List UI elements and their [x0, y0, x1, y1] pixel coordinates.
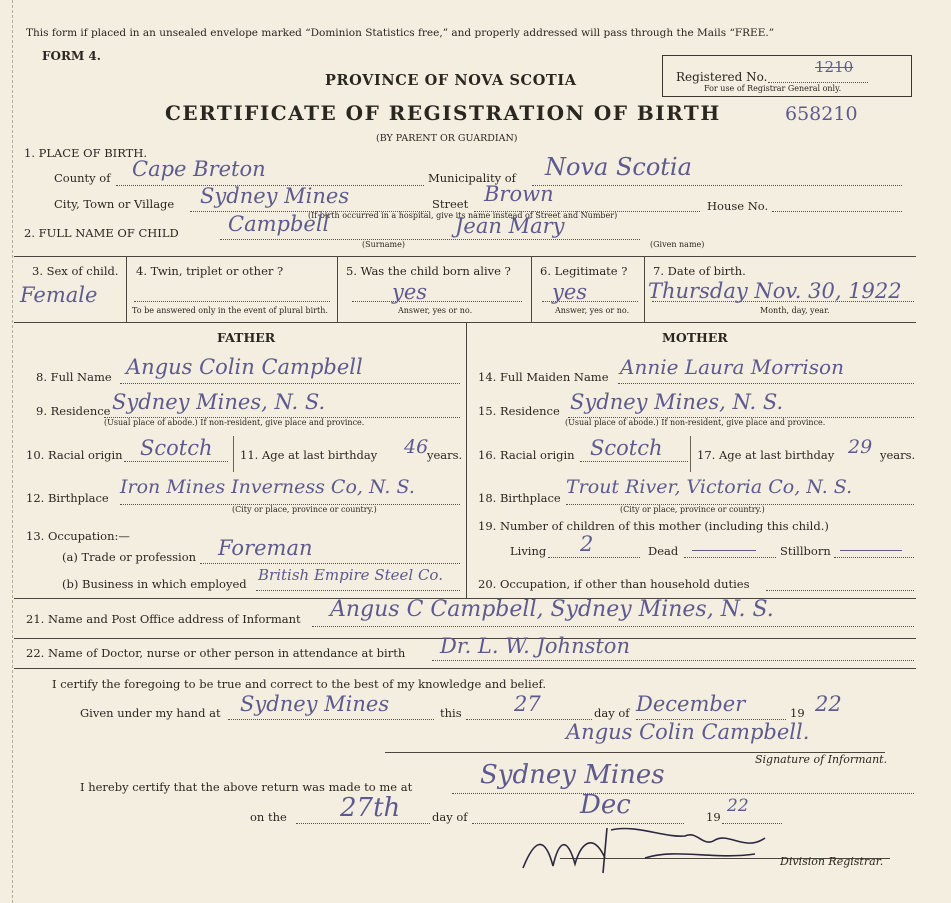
child-name-label: 2. FULL NAME OF CHILD — [24, 226, 179, 240]
municipality-value: Nova Scotia — [545, 153, 692, 181]
child-surname: Campbell — [228, 212, 330, 236]
county-label: County of — [54, 171, 111, 185]
stillborn-line — [834, 557, 914, 558]
this-label: this — [440, 706, 462, 720]
registrar-year-value: 22 — [727, 796, 749, 816]
mother-heading: MOTHER — [662, 330, 728, 345]
informant-value: Angus C Campbell, Sydney Mines, N. S. — [330, 597, 774, 622]
child-given-name: Jean Mary — [455, 214, 565, 238]
legitimate-value: yes — [552, 280, 588, 304]
father-name-value: Angus Colin Campbell — [126, 355, 363, 379]
alive-value: yes — [392, 280, 428, 304]
given-place-value: Sydney Mines — [240, 692, 390, 716]
rule — [14, 668, 916, 669]
father-age-value: 46 — [404, 436, 429, 458]
registrar-signature-scrawl — [515, 818, 795, 878]
municipality-label: Municipality of — [428, 171, 516, 185]
mother-name-label: 14. Full Maiden Name — [478, 370, 609, 384]
rule — [14, 322, 916, 323]
dead-dash — [692, 550, 756, 551]
date-note: Month, day, year. — [760, 306, 830, 315]
father-occupation-label: 13. Occupation:— — [26, 529, 130, 543]
doctor-label: 22. Name of Doctor, nurse or other person in attendance at birth — [26, 646, 406, 660]
divider — [126, 256, 127, 322]
certificate-title: CERTIFICATE OF REGISTRATION OF BIRTH — [165, 101, 721, 125]
certify-day-value: 27 — [514, 692, 541, 716]
father-birthplace-note: (City or place, province or country.) — [232, 505, 377, 514]
mailing-notice: This form if placed in an unsealed envelope marked “Dominion Statistics free,” and properly addressed will pass through the Mails “FREE.” — [26, 27, 775, 39]
registered-note: For use of Registrar General only. — [704, 84, 842, 93]
father-origin-line — [124, 461, 228, 462]
given-place-line — [228, 719, 434, 720]
mother-occupation-label: 20. Occupation, if other than household duties — [478, 577, 750, 591]
street-value: Brown — [484, 182, 554, 206]
rule — [14, 256, 916, 257]
alive-note: Answer, yes or no. — [398, 306, 473, 315]
on-the-label: on the — [250, 810, 287, 824]
house-label: House No. — [707, 199, 769, 213]
parents-divider — [466, 322, 467, 598]
certificate-subtitle: (BY PARENT OR GUARDIAN) — [376, 133, 518, 144]
father-birthplace-label: 12. Birthplace — [26, 491, 109, 505]
date-label: 7. Date of birth. — [653, 264, 746, 278]
registrar-day-line — [296, 823, 430, 824]
father-business-value: British Empire Steel Co. — [258, 566, 443, 584]
mother-age-label: 17. Age at last birthday — [697, 448, 835, 462]
father-birthplace-value: Iron Mines Inverness Co, N. S. — [120, 476, 415, 498]
father-trade-label: (a) Trade or profession — [62, 550, 197, 564]
living-label: Living — [510, 544, 547, 558]
divider — [690, 436, 691, 472]
registrar-year-prefix: 19 — [706, 810, 721, 824]
city-value: Sydney Mines — [200, 184, 350, 208]
day-of-label: day of — [594, 706, 630, 720]
father-name-line — [120, 383, 460, 384]
father-age-label: 11. Age at last birthday — [240, 448, 378, 462]
mother-origin-label: 16. Racial origin — [478, 448, 575, 462]
doctor-value: Dr. L. W. Johnston — [440, 634, 630, 658]
sex-label: 3. Sex of child. — [32, 264, 119, 278]
living-value: 2 — [580, 532, 594, 556]
twin-note: To be answered only in the event of plural birth. — [132, 306, 328, 315]
father-trade-value: Foreman — [218, 536, 313, 560]
father-origin-value: Scotch — [140, 436, 213, 460]
stillborn-dash — [840, 550, 902, 551]
certify-month-value: December — [636, 692, 746, 716]
living-line — [548, 557, 640, 558]
certify-year-value: 22 — [815, 692, 842, 716]
street-label: Street — [432, 197, 469, 211]
dead-line — [684, 557, 776, 558]
informant-signature: Angus Colin Campbell. — [566, 720, 810, 744]
father-business-label: (b) Business in which employed — [62, 577, 247, 591]
province-heading: PROVINCE OF NOVA SCOTIA — [325, 72, 577, 89]
given-caption: (Given name) — [650, 240, 705, 249]
sex-value: Female — [20, 283, 98, 307]
registrar-place-value: Sydney Mines — [480, 760, 665, 790]
registered-number: 1210 — [815, 58, 854, 76]
alive-line — [352, 301, 522, 302]
father-origin-label: 10. Racial origin — [26, 448, 123, 462]
divider — [337, 256, 338, 322]
legitimate-label: 6. Legitimate ? — [540, 264, 628, 278]
twin-label: 4. Twin, triplet or other ? — [136, 264, 284, 278]
divider — [531, 256, 532, 322]
dead-label: Dead — [648, 544, 679, 558]
informant-line — [312, 626, 914, 627]
mother-age-value: 29 — [848, 436, 873, 458]
father-residence-label: 9. Residence — [36, 404, 111, 418]
date-value: Thursday Nov. 30, 1922 — [648, 279, 902, 303]
father-years-label: years. — [427, 448, 463, 462]
doctor-line — [432, 660, 914, 661]
registrar-day-of-label: day of — [432, 810, 468, 824]
signature-caption: Signature of Informant. — [755, 753, 888, 766]
mother-origin-line — [580, 461, 688, 462]
municipality-line — [532, 185, 902, 186]
city-label: City, Town or Village — [54, 197, 175, 211]
stillborn-label: Stillborn — [780, 544, 831, 558]
registrar-place-line — [452, 793, 914, 794]
certify-statement: I certify the foregoing to be true and correct to the best of my knowledge and belief. — [52, 677, 547, 691]
registrar-caption: Division Registrar. — [780, 855, 884, 868]
form-number: FORM 4. — [42, 49, 101, 63]
father-business-line — [256, 590, 460, 591]
child-name-line — [220, 239, 640, 240]
father-name-label: 8. Full Name — [36, 370, 112, 384]
mother-residence-value: Sydney Mines, N. S. — [570, 390, 784, 414]
perforated-edge — [4, 0, 13, 903]
divider — [644, 256, 645, 322]
father-heading: FATHER — [217, 330, 276, 345]
county-value: Cape Breton — [132, 157, 266, 181]
certificate-number: 658210 — [785, 103, 858, 125]
registrar-month-value: Dec — [580, 790, 631, 820]
alive-label: 5. Was the child born alive ? — [346, 264, 511, 278]
registered-label: Registered No. — [676, 70, 768, 84]
year-prefix: 19 — [790, 706, 805, 720]
mother-birthplace-note: (City or place, province or country.) — [620, 505, 765, 514]
surname-caption: (Surname) — [362, 240, 405, 249]
mother-origin-value: Scotch — [590, 436, 663, 460]
mother-residence-label: 15. Residence — [478, 404, 560, 418]
mother-birthplace-label: 18. Birthplace — [478, 491, 561, 505]
place-of-birth-label: 1. PLACE OF BIRTH. — [24, 146, 148, 160]
father-residence-note: (Usual place of abode.) If non-resident, give place and province. — [104, 418, 365, 427]
mother-years-label: years. — [880, 448, 916, 462]
divider — [233, 436, 234, 472]
given-under-hand-label: Given under my hand at — [80, 706, 221, 720]
father-residence-value: Sydney Mines, N. S. — [112, 390, 326, 414]
informant-label: 21. Name and Post Office address of Informant — [26, 612, 301, 626]
mother-residence-note: (Usual place of abode.) If non-resident, give place and province. — [565, 418, 826, 427]
hospital-note: (If birth occurred in a hospital, give its name instead of Street and Number) — [308, 211, 618, 220]
mother-birthplace-value: Trout River, Victoria Co, N. S. — [566, 476, 853, 498]
registrar-statement: I hereby certify that the above return was made to me at — [80, 780, 413, 794]
registrar-day-value: 27th — [340, 793, 401, 823]
legitimate-note: Answer, yes or no. — [555, 306, 630, 315]
mother-name-line — [618, 383, 914, 384]
father-trade-line — [200, 563, 460, 564]
mother-name-value: Annie Laura Morrison — [620, 355, 844, 379]
mother-occupation-line — [766, 590, 914, 591]
registered-line — [768, 82, 868, 83]
twin-line — [134, 301, 330, 302]
children-count-label: 19. Number of children of this mother (including this child.) — [478, 519, 829, 533]
house-line — [772, 211, 902, 212]
